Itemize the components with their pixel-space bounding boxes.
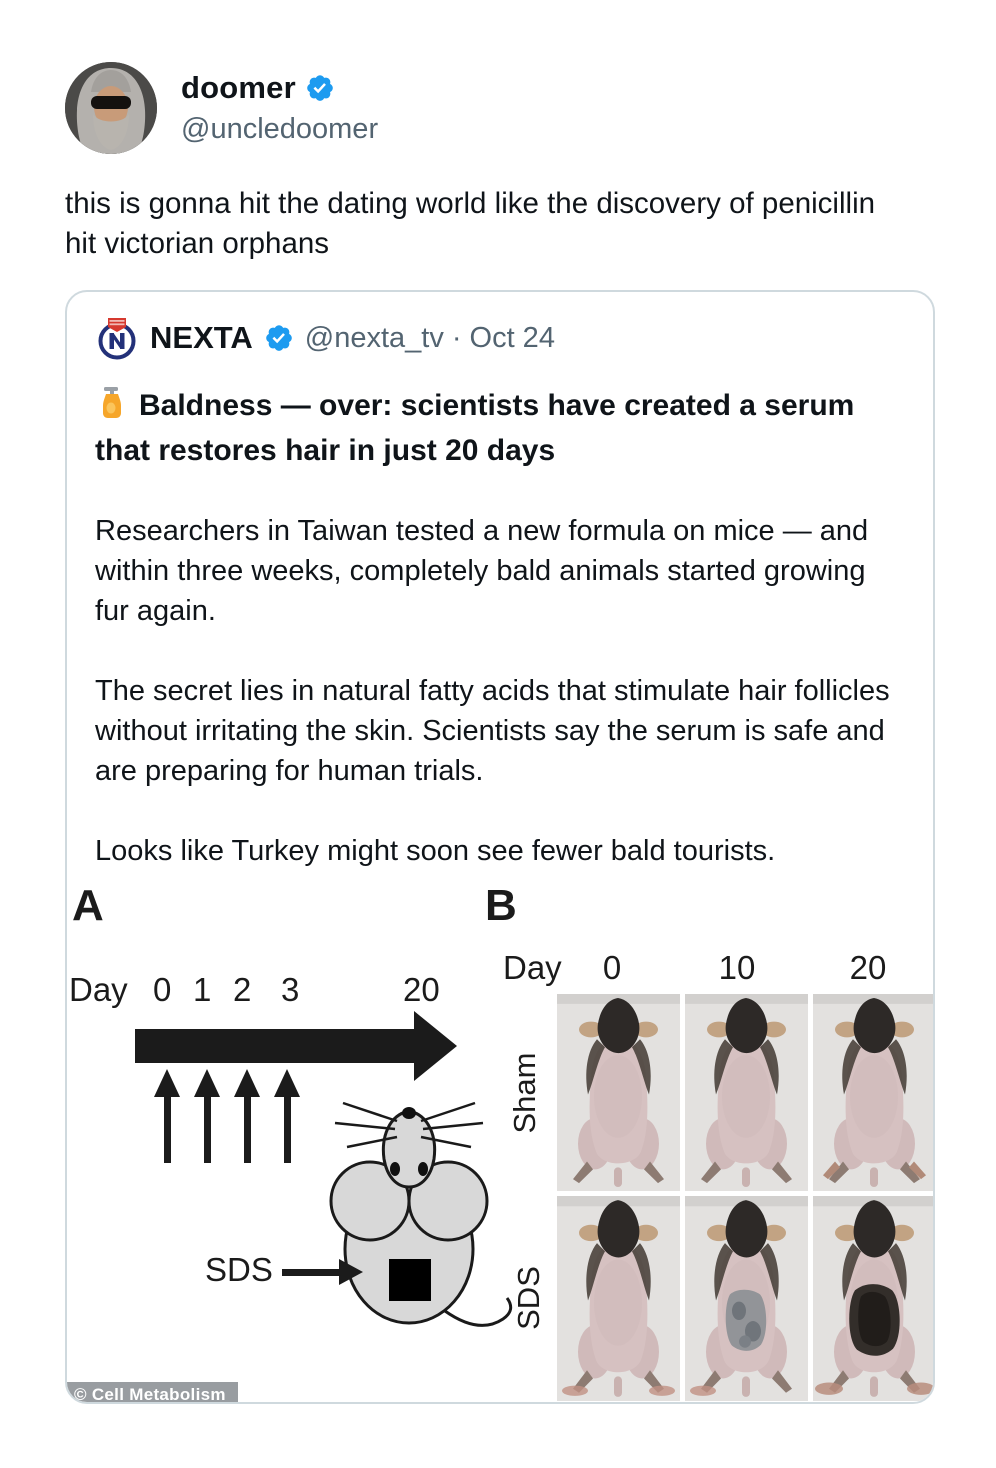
verified-badge-icon [264, 323, 294, 353]
sds-application-square [389, 1259, 431, 1301]
panel-b-col-day-10: 10 [718, 949, 756, 986]
panel-b-col-day-20: 20 [849, 949, 887, 986]
author-name[interactable]: doomer [181, 70, 296, 105]
row-label-sds: SDS [511, 1266, 546, 1330]
quoted-paragraph-3: Looks like Turkey might soon see fewer bald tourists. [95, 835, 776, 867]
quoted-author-name[interactable]: NEXTA [150, 320, 253, 355]
lotion-bottle-icon [95, 386, 129, 431]
panel-a-day-0: 0 [153, 971, 172, 1008]
quoted-date[interactable]: Oct 24 [469, 321, 555, 354]
meta-separator: · [451, 321, 462, 354]
mouse-photo-sds-day-0 [557, 1196, 680, 1401]
timeline-arrow [135, 1029, 415, 1063]
author-handle[interactable]: @uncledoomer [181, 113, 379, 145]
source-watermark: © Cell Metabolism [67, 1382, 238, 1404]
mouse-photo-sds-day-10 [685, 1196, 808, 1401]
mouse-photo-sham-day-0 [557, 994, 680, 1191]
treatment-arrow-day1 [194, 1069, 220, 1165]
sds-pointer-arrow [282, 1269, 340, 1276]
sds-label: SDS [205, 1251, 273, 1288]
figure-image[interactable] [67, 879, 933, 1404]
quoted-author-handle[interactable]: @nexta_tv [304, 321, 444, 354]
panel-b-day-label: Day [503, 949, 562, 986]
nexta-logo-icon [95, 316, 139, 360]
panel-a-day-2: 2 [233, 971, 252, 1008]
panel-b-col-day-0: 0 [602, 949, 622, 986]
panel-a-day-1: 1 [193, 971, 212, 1008]
treatment-arrow-day2 [234, 1069, 260, 1165]
mouse-cartoon [305, 1099, 515, 1339]
author-block [181, 62, 378, 146]
quoted-paragraph-1: Researchers in Taiwan tested a new formula on mice — and within three weeks, completely bald animals started growing fur again. [95, 515, 869, 627]
panel-a-day-label: Day [69, 971, 128, 1008]
mouse-photo-sds-day-20 [813, 1196, 935, 1401]
avatar[interactable] [65, 62, 157, 154]
quoted-meta [305, 322, 555, 355]
quoted-tweet-card[interactable] [65, 290, 935, 1404]
tweet-header [65, 62, 936, 154]
panel-a-day-20: 20 [403, 971, 440, 1008]
mouse-photo-sham-day-20 [813, 994, 935, 1191]
verified-badge-icon [305, 73, 335, 103]
treatment-arrow-day0 [154, 1069, 180, 1165]
panel-a-day-3: 3 [281, 971, 300, 1008]
quoted-header [67, 292, 933, 360]
quoted-paragraph-2: The secret lies in natural fatty acids that stimulate hair follicles without irritating the skin. Scientists say the serum is safe and are preparing for human trials. [95, 675, 890, 787]
treatment-arrow-day3 [274, 1069, 300, 1165]
timeline-arrowhead-icon [414, 1011, 457, 1081]
row-label-sham: Sham [507, 1052, 542, 1134]
quoted-headline-text: Baldness — over: scientists have created a serum that restores hair in just 20 days [95, 389, 855, 467]
tweet-text: this is gonna hit the dating world like the discovery of penicillin hit victorian orphans [65, 187, 876, 260]
avatar-image [65, 62, 157, 154]
panel-b-label: B [485, 881, 517, 930]
mouse-photo-sham-day-10 [685, 994, 808, 1191]
quoted-headline [95, 386, 905, 471]
panel-a-label: A [72, 881, 104, 930]
sds-pointer-arrowhead-icon [339, 1259, 363, 1285]
